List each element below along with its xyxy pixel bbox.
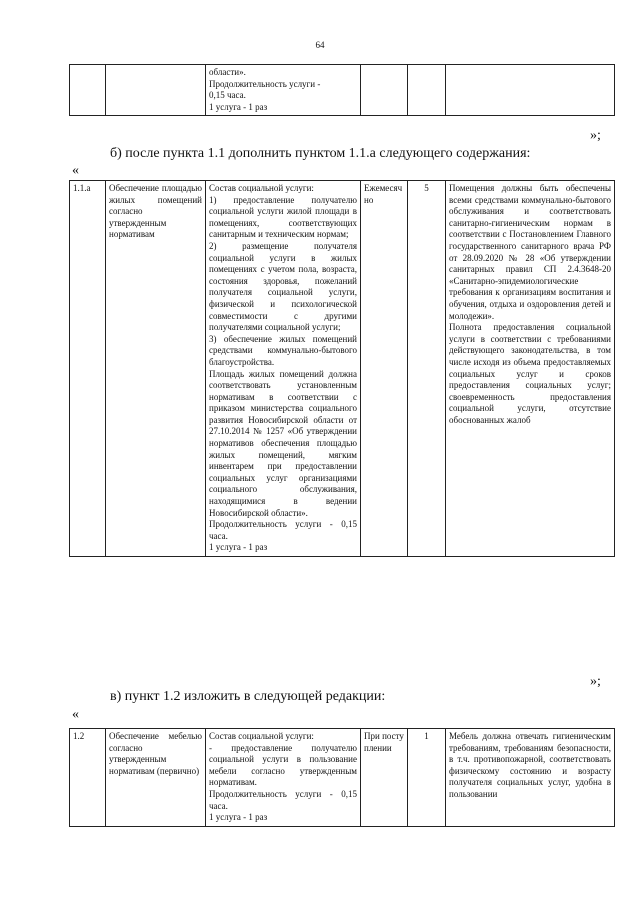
table-row bbox=[70, 65, 615, 116]
periodicity: Ежемесячно bbox=[361, 181, 408, 557]
table-section-b bbox=[69, 180, 615, 557]
item-number: 1.1.а bbox=[70, 181, 106, 557]
item-number: 1.2 bbox=[70, 729, 106, 827]
service-count: 5 bbox=[408, 181, 446, 557]
table-continuation bbox=[69, 64, 615, 116]
opening-quote: « bbox=[72, 163, 79, 178]
closing-quote: »; bbox=[590, 128, 601, 143]
service-count: 1 bbox=[408, 729, 446, 827]
table-section-c bbox=[69, 728, 615, 827]
section-heading-c: в) пункт 1.2 изложить в следующей редакции: bbox=[110, 689, 386, 704]
page-number: 64 bbox=[315, 40, 325, 50]
closing-quote: »; bbox=[590, 674, 601, 689]
table-row bbox=[70, 181, 615, 557]
service-name: Обеспечение площадью жилых помещений согласно утвержденным нормативам bbox=[106, 181, 206, 557]
table-row bbox=[70, 729, 615, 827]
service-name: Обеспечение мебелью согласно утвержденным нормативам (первично) bbox=[106, 729, 206, 827]
section-heading-b: б) после пункта 1.1 дополнить пунктом 1.1.а следующего содержания: bbox=[110, 146, 531, 161]
quality-cell: Мебель должна отвечать гигиеническим требованиям, требованиям безопасности, в т.ч. противопожарной, соответствовать физическому состоянию и возрасту получателя социальных услуг, удобна в пользовании bbox=[446, 729, 615, 827]
opening-quote: « bbox=[72, 707, 79, 722]
composition-cell: Состав социальной услуги: - предоставление получателю социальной услуги в пользование мебели согласно утвержденным нормативам. Продолжительность услуги - 0,15 часа. 1 услуга - 1 раз bbox=[206, 729, 361, 827]
composition-cell: области». Продолжительность услуги - 0,15 часа. 1 услуга - 1 раз bbox=[206, 65, 361, 116]
periodicity: При поступлении bbox=[361, 729, 408, 827]
quality-cell: Помещения должны быть обеспечены всеми средствами коммунально-бытового обслуживания и соответствовать санитарно-гигиеническим нормам в соответствии с Постановлением Главного государственного санитарного врача РФ от 28.09.2020 № 28 «Об утверждении санитарных правил СП 2.4.3648-20 «Санитарно-эпидемиологические требования к организациям воспитания и обучения, отдыха и оздоровления детей и молодежи». Полнота предоставления социальной услуги в соответствии с требованиями действующего законодательства, в том числе исходя из объема предоставляемых социальных услуг и сроков предоставления социальных услуг; своевременность предоставления социальной услуги, отсутствие обоснованных жалоб bbox=[446, 181, 615, 557]
composition-cell: Состав социальной услуги: 1) предоставление получателю социальной услуги жилой площади в помещениях, соответствующих санитарным и техническим нормам; 2) размещение получателя социальной услуги в жилых помещениях с учетом пола, возраста, состояния здоровья, пожеланий получателя социальной услуги, физической и психологической совместимости с другими получателями социальной услуги; 3) обеспечение жилых помещений средствами коммунально-бытового благоустройства. Площадь жилых помещений должна соответствовать установленным нормативам в соответствии с приказом министерства социального развития Новосибирской области от 27.10.2014 № 1257 «Об утверждении нормативов обеспечения площадью жилых помещений, мягким инвентарем при предоставлении социальных услуг организациями социального обслуживания, находящимися в ведении Новосибирской области». Продолжительность услуги - 0,15 часа. 1 услуга - 1 раз bbox=[206, 181, 361, 557]
